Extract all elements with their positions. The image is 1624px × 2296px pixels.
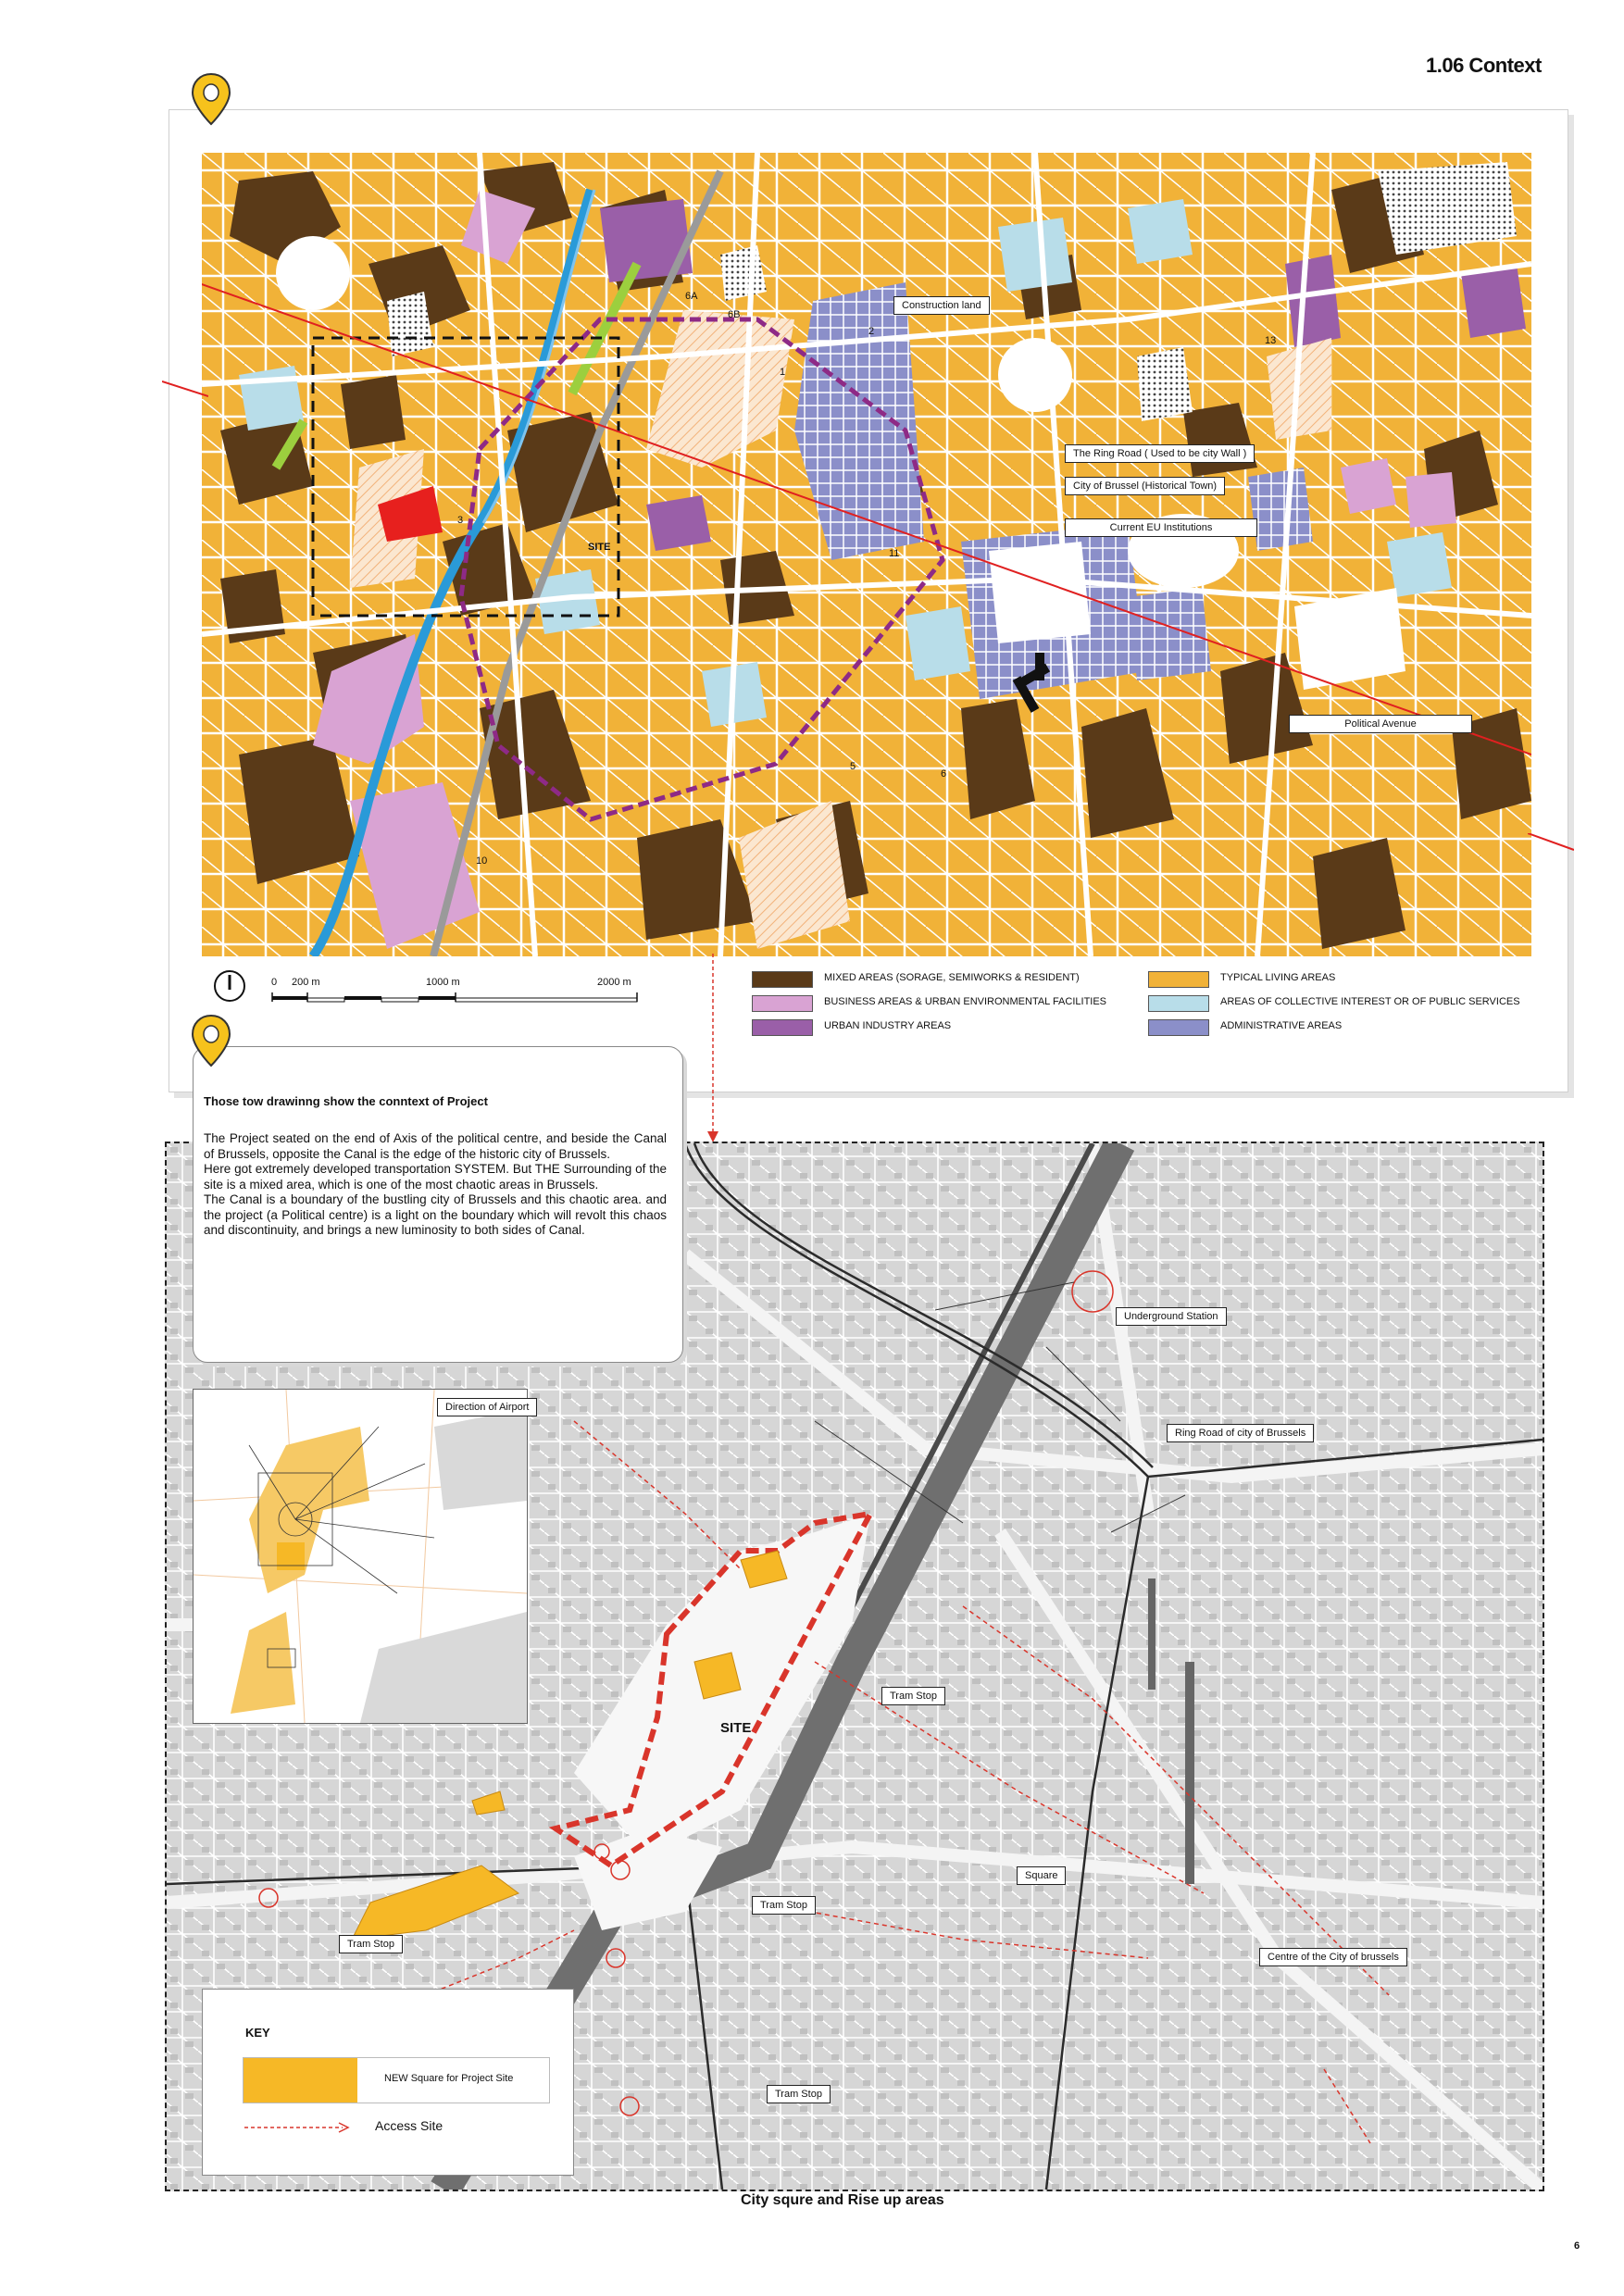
key-new-square-row: [243, 2057, 550, 2103]
area-number-13: 13: [1265, 335, 1277, 346]
legend-label-administrative: ADMINISTRATIVE AREAS: [1220, 1020, 1343, 1031]
description-paragraph: The Canal is a boundary of the bustling city of Brussels and this chaotic area. and the project (a Political centre) is a light on the boundary which will revolt this chaos and discontinuity, and brings a new luminosity to both sides of Canal.: [204, 1192, 667, 1237]
description-heading: Those tow drawinng show the conntext of Project: [204, 1094, 488, 1108]
legend-label-living: TYPICAL LIVING AREAS: [1220, 972, 1336, 983]
legend-label-business: BUSINESS AREAS & URBAN ENVIRONMENTAL FACILITIES: [824, 996, 1107, 1007]
callout-tram-stop-4: Tram Stop: [767, 2085, 831, 2103]
legend-label-collective: AREAS OF COLLECTIVE INTEREST OR OF PUBLIC SERVICES: [1220, 996, 1520, 1007]
callout-direction-of-airport: Direction of Airport: [437, 1398, 537, 1416]
scale-bar: [270, 991, 641, 1004]
legend-label-industry: URBAN INDUSTRY AREAS: [824, 1020, 952, 1031]
callout-tram-stop-3: Tram Stop: [339, 1935, 403, 1953]
callout-eu-institutions: Current EU Institutions: [1065, 518, 1257, 537]
area-number-1: 1: [780, 367, 786, 378]
description-paragraph: Here got extremely developed transportation SYSTEM. But THE Surrounding of the site is a mixed area, which is one of the most chaotic areas in Brussels.: [204, 1162, 667, 1192]
connector-arrow: [704, 954, 722, 1143]
callout-construction-land: Construction land: [893, 296, 990, 315]
key-label-access: Access Site: [375, 2118, 443, 2133]
area-number-6b: 6B: [728, 309, 741, 320]
area-number-5: 5: [850, 761, 856, 772]
area-number-10: 10: [476, 855, 488, 867]
key-swatch-new-square: [244, 2058, 357, 2103]
callout-ring-road-bottom: Ring Road of city of Brussels: [1167, 1424, 1314, 1442]
description-paragraph: The Project seated on the end of Axis of the political centre, and beside the Canal of Brussels, opposite the Canal is the edge of the historic city of Brussels.: [204, 1131, 667, 1161]
key-title: KEY: [245, 2026, 270, 2040]
axis-line-extension-right: [1528, 833, 1574, 861]
scale-label-1000: 1000 m: [426, 977, 460, 988]
callout-tram-stop-2: Tram Stop: [752, 1896, 816, 1915]
legend-swatch-business: [752, 995, 813, 1012]
site-label-bottom: SITE: [720, 1720, 752, 1736]
legend-swatch-administrative: [1148, 1019, 1209, 1036]
scale-label-0: 0: [271, 977, 278, 988]
compass-icon: [213, 969, 246, 1003]
area-number-11: 11: [889, 548, 900, 559]
legend-label-mixed: MIXED AREAS (SORAGE, SEMIWORKS & RESIDENT): [824, 972, 1080, 983]
access-arrow-icon: [243, 2120, 354, 2135]
callout-underground-station: Underground Station: [1116, 1307, 1227, 1326]
page-number: 6: [1574, 2240, 1580, 2252]
callout-political-avenue: Political Avenue: [1289, 715, 1472, 733]
area-number-2: 2: [868, 326, 875, 337]
area-number-3: 3: [457, 515, 464, 526]
callout-city-of-brussel: City of Brussel (Historical Town): [1065, 477, 1225, 495]
page-title: 1.06 Context: [1426, 54, 1542, 77]
callout-tram-stop-1: Tram Stop: [881, 1687, 945, 1705]
legend-swatch-mixed: [752, 971, 813, 988]
legend-swatch-industry: [752, 1019, 813, 1036]
bottom-map-title: City squre and Rise up areas: [741, 2192, 944, 2208]
legend-swatch-living: [1148, 971, 1209, 988]
key-label-new-square: NEW Square for Project Site: [384, 2073, 514, 2084]
brussels-zoning-map: [202, 153, 1531, 956]
site-label-top: SITE: [588, 542, 611, 553]
scale-label-2000: 2000 m: [597, 977, 631, 988]
inset-site-plan: [193, 1389, 528, 1724]
area-number-6: 6: [941, 768, 947, 780]
callout-ring-road: The Ring Road ( Used to be city Wall ): [1065, 444, 1255, 463]
axis-line-extension-left: [162, 370, 208, 398]
legend-swatch-collective: [1148, 995, 1209, 1012]
scale-label-200: 200 m: [292, 977, 320, 988]
location-pin-icon: [190, 1014, 232, 1067]
description-body: [204, 1131, 667, 1239]
location-pin-icon: [190, 72, 232, 126]
area-number-6a: 6A: [685, 291, 698, 302]
callout-centre-of-city: Centre of the City of brussels: [1259, 1948, 1407, 1966]
callout-square: Square: [1017, 1866, 1066, 1885]
